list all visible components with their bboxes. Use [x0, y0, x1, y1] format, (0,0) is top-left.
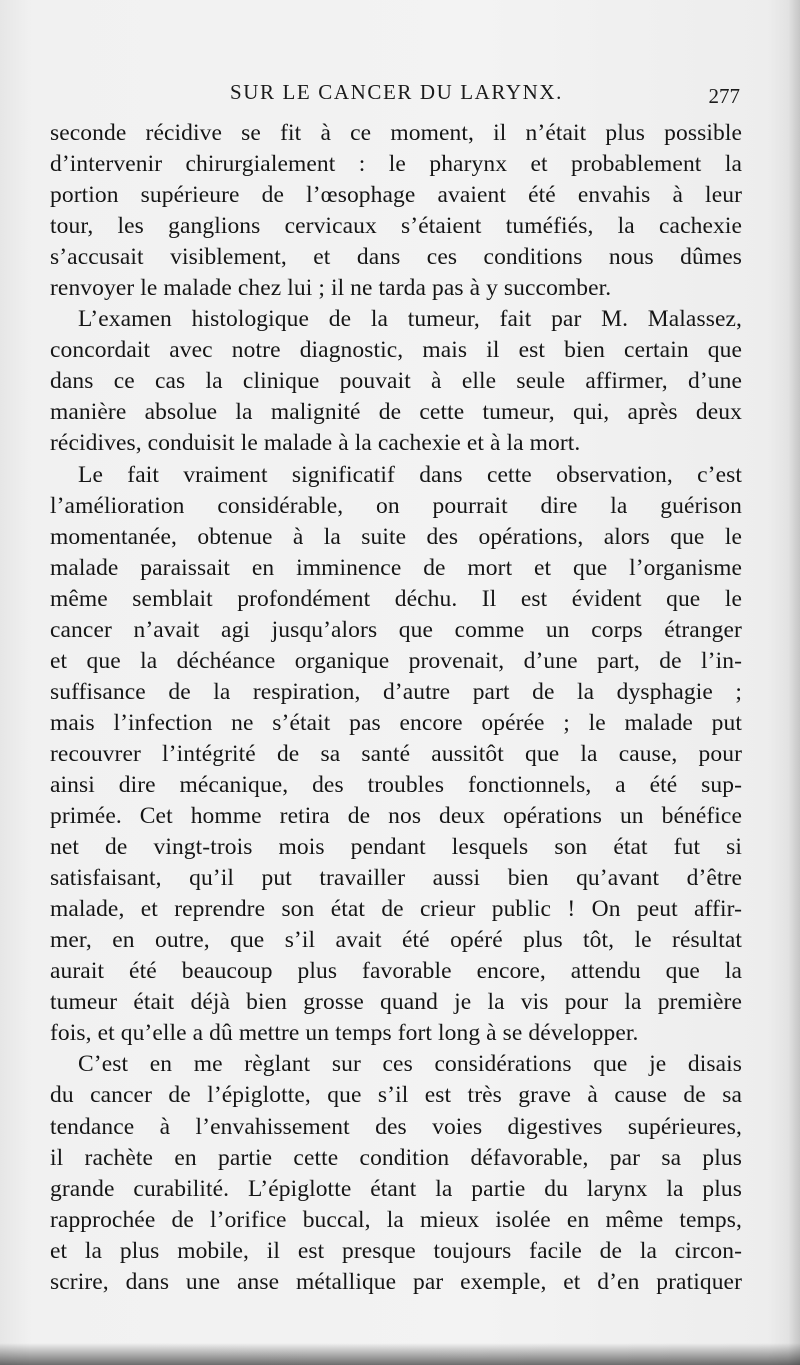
text-line: dans ce cas la clinique pouvait à elle seule affirmer, d’une: [50, 368, 742, 395]
text-line: portion supérieure de l’œsophage avaient été envahis à leur: [50, 182, 742, 209]
page-edge-shadow: [788, 0, 800, 1365]
text-line: cancer n’avait agi jusqu’alors que comme un corps étranger: [50, 616, 742, 643]
text-line: tendance à l’envahissement des voies digestives supérieures,: [50, 1113, 742, 1140]
paragraph-first-line: L’examen histologique de la tumeur, fait par M. Malassez,: [78, 306, 742, 333]
text-line: même semblait profondément déchu. Il est évident que le: [50, 585, 742, 612]
page-number: 277: [708, 84, 740, 108]
text-line: l’amélioration considérable, on pourrait dire la guérison: [50, 492, 742, 519]
text-line: manière absolue la malignité de cette tumeur, qui, après deux: [50, 399, 742, 426]
text-line: suffisance de la respiration, d’autre part de la dysphagie ;: [50, 678, 742, 705]
text-line: grande curabilité. L’épiglotte étant la partie du larynx la plus: [50, 1175, 742, 1202]
text-line: momentanée, obtenue à la suite des opérations, alors que le: [50, 523, 742, 550]
paragraph-first-line: C’est en me règlant sur ces considérations que je disais: [78, 1051, 742, 1078]
text-line: concordait avec notre diagnostic, mais il est bien certain que: [50, 337, 742, 364]
text-line: aurait été beaucoup plus favorable encore, attendu que la: [50, 958, 742, 985]
text-line: rapprochée de l’orifice buccal, la mieux isolée en même temps,: [50, 1206, 742, 1233]
text-line: il rachète en partie cette condition défavorable, par sa plus: [50, 1144, 742, 1171]
text-line: récidives, conduisit le malade à la cachexie et à la mort.: [50, 430, 581, 457]
text-line: malade, et reprendre son état de crieur public ! On peut affir-: [50, 896, 742, 923]
text-line: et la plus mobile, il est presque toujours facile de la circon-: [50, 1237, 742, 1264]
paragraph-first-line: Le fait vraiment significatif dans cette observation, c’est: [78, 461, 742, 488]
text-line: tour, les ganglions cervicaux s’étaient tuméfiés, la cachexie: [50, 213, 742, 240]
text-line: du cancer de l’épiglotte, que s’il est très grave à cause de sa: [50, 1082, 742, 1109]
text-line: scrire, dans une anse métallique par exemple, et d’en pratiquer: [50, 1268, 742, 1295]
text-line: ainsi dire mécanique, des troubles fonctionnels, a été sup-: [50, 771, 742, 798]
text-line: fois, et qu’elle a dû mettre un temps fort long à se développer.: [50, 1020, 639, 1047]
text-line: renvoyer le malade chez lui ; il ne tarda pas à y succomber.: [50, 275, 612, 302]
text-line: mais l’infection ne s’était pas encore opérée ; le malade put: [50, 709, 742, 736]
text-line: recouvrer l’intégrité de sa santé aussitôt que la cause, pour: [50, 740, 742, 767]
text-line: mer, en outre, que s’il avait été opéré plus tôt, le résultat: [50, 927, 742, 954]
text-line: malade paraissait en imminence de mort et que l’organisme: [50, 554, 742, 581]
text-line: primée. Cet homme retira de nos deux opérations un bénéfice: [50, 803, 742, 830]
text-line: satisfaisant, qu’il put travailler aussi bien qu’avant d’être: [50, 865, 742, 892]
text-line: et que la déchéance organique provenait, d’une part, de l’in-: [50, 647, 742, 674]
text-line: s’accusait visiblement, et dans ces conditions nous dûmes: [50, 244, 742, 271]
text-line: tumeur était déjà bien grosse quand je la vis pour la première: [50, 989, 742, 1016]
body-text: [50, 118, 742, 1298]
text-line: net de vingt-trois mois pendant lesquels son état fut si: [50, 834, 742, 861]
text-line: seconde récidive se fit à ce moment, il n’était plus possible: [50, 120, 742, 146]
text-line: d’intervenir chirurgialement : le pharynx et probablement la: [50, 151, 742, 178]
page-header: [50, 78, 740, 108]
page-bottom-shadow: [0, 1343, 800, 1365]
running-title: SUR LE CANCER DU LARYNX.: [230, 80, 564, 104]
